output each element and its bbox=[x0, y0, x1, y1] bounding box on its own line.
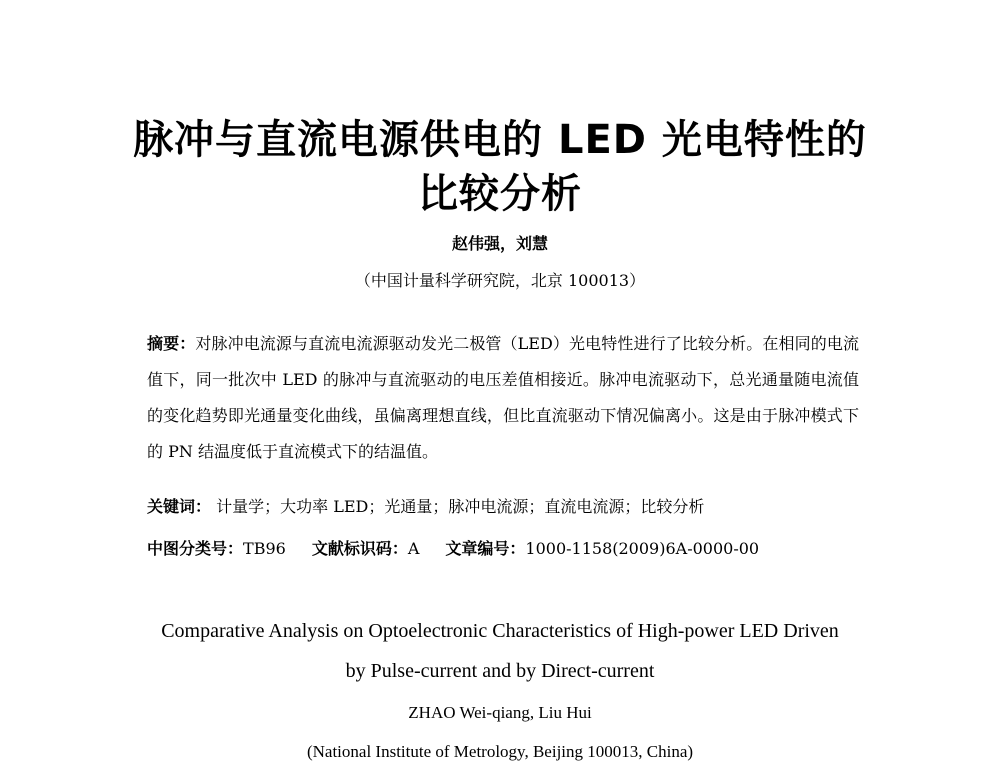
doc-code-label: 文献标识码： bbox=[311, 539, 408, 558]
affiliation-cn: （中国计量科学研究院，北京 100013） bbox=[354, 271, 646, 290]
title-en-line1: Comparative Analysis on Optoelectronic Characteristics of High-power LED Driven bbox=[161, 620, 839, 642]
abstract-label: 摘要： bbox=[147, 334, 196, 353]
authors-cn: 赵伟强，刘慧 bbox=[451, 234, 548, 253]
doc-code-value: A bbox=[407, 539, 420, 558]
keywords-cn bbox=[147, 494, 859, 520]
authors-en: ZHAO Wei-qiang, Liu Hui bbox=[408, 703, 592, 722]
classification-line bbox=[147, 536, 859, 562]
abstract-cn bbox=[147, 326, 859, 470]
article-number-value: 1000-1158(2009)6A-0000-00 bbox=[525, 539, 760, 558]
title-cn-line1: 脉冲与直流电源供电的 LED 光电特性的 bbox=[133, 117, 867, 163]
title-en-line2: by Pulse-current and by Direct-current bbox=[345, 660, 655, 682]
abstract-text: 对脉冲电流源与直流电流源驱动发光二极管（LED）光电特性进行了比较分析。在相同的电流值下，同一批次中 LED 的脉冲与直流驱动的电压差值相接近。脉冲电流驱动下，总光通量随电流值的变化趋势即光通量变化曲线，虽偏离理想直线，但比直流驱动下情况偏离小。这是由于脉冲模式下的 PN 结温度低于直流模式下的结温值。 bbox=[147, 334, 859, 461]
keywords-label: 关键词： bbox=[147, 497, 212, 516]
affiliation-en: (National Institute of Metrology, Beijing 100013, China) bbox=[306, 742, 694, 761]
clc-label: 中图分类号： bbox=[147, 539, 244, 558]
clc-value: TB96 bbox=[243, 539, 286, 558]
article-number-label: 文章编号： bbox=[445, 539, 526, 558]
title-cn-line2: 比较分析 bbox=[418, 171, 582, 217]
keywords-text: 计量学；大功率 LED；光通量；脉冲电流源；直流电流源；比较分析 bbox=[216, 497, 705, 516]
